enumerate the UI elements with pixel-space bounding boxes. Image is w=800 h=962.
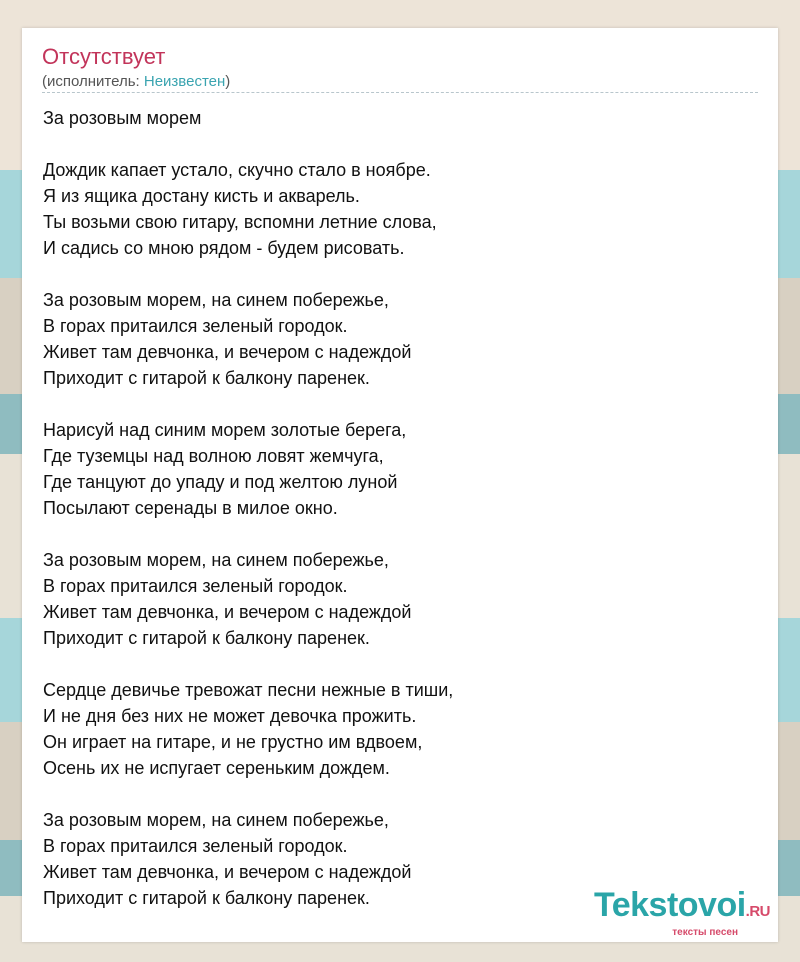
lyrics-stanza — [43, 157, 743, 261]
lyrics-line: В горах притаился зеленый городок. — [43, 316, 348, 336]
lyrics-line: Посылают серенады в милое окно. — [43, 498, 338, 518]
lyrics-line: Нарисуй над синим морем золотые берега, — [43, 420, 407, 440]
lyrics-card — [22, 28, 778, 942]
lyrics-line: Живет там девчонка, и вечером с надеждой — [43, 862, 412, 882]
artist-link[interactable]: Неизвестен — [143, 73, 226, 90]
lyrics-line: Где танцуют до упаду и под желтою луной — [43, 472, 398, 492]
logo-tld: .RU — [745, 903, 770, 920]
lyrics-stanza — [43, 105, 743, 131]
song-header — [42, 44, 758, 91]
lyrics-line: Приходит с гитарой к балкону паренек. — [43, 368, 370, 388]
lyrics-line: Где туземцы над волною ловят жемчуга, — [43, 446, 384, 466]
lyrics-line: За розовым морем, на синем побережье, — [43, 550, 389, 570]
lyrics-text — [43, 105, 743, 937]
lyrics-line: Живет там девчонка, и вечером с надеждой — [43, 342, 412, 362]
lyrics-line: Дождик капает устало, скучно стало в ноябре. — [43, 160, 431, 180]
logo-wordmark — [594, 888, 770, 929]
lyrics-line: И не дня без них не может девочка прожить. — [43, 706, 417, 726]
site-logo[interactable] — [594, 888, 770, 938]
artist-prefix: (исполнитель: — [42, 73, 144, 90]
lyrics-line: За розовым морем, на синем побережье, — [43, 290, 389, 310]
lyrics-line: Он играет на гитаре, и не грустно им вдвоем, — [43, 732, 423, 752]
lyrics-stanza — [43, 287, 743, 391]
lyrics-line: Сердце девичье тревожат песни нежные в тиши, — [43, 680, 454, 700]
lyrics-line: Приходит с гитарой к балкону паренек. — [43, 628, 370, 648]
lyrics-line: В горах притаился зеленый городок. — [43, 836, 348, 856]
lyrics-line: Живет там девчонка, и вечером с надеждой — [43, 602, 412, 622]
header-divider — [42, 92, 758, 93]
lyrics-line: В горах притаился зеленый городок. — [43, 576, 348, 596]
lyrics-line: За розовым морем — [43, 108, 202, 128]
logo-tagline: тексты песен — [672, 927, 738, 938]
lyrics-line: Осень их не испугает сереньким дождем. — [43, 758, 390, 778]
lyrics-line: И садись со мною рядом - будем рисовать. — [43, 238, 405, 258]
lyrics-stanza — [43, 417, 743, 521]
artist-suffix: ) — [225, 73, 231, 90]
lyrics-stanza — [43, 547, 743, 651]
lyrics-stanza — [43, 677, 743, 781]
song-title: Отсутствует — [42, 44, 166, 69]
logo-main-text: Tekstovoi — [593, 886, 746, 924]
lyrics-line: За розовым морем, на синем побережье, — [43, 810, 389, 830]
lyrics-line: Ты возьми свою гитару, вспомни летние слова, — [43, 212, 437, 232]
lyrics-line: Я из ящика достану кисть и акварель. — [43, 186, 360, 206]
artist-line — [42, 73, 758, 91]
lyrics-line: Приходит с гитарой к балкону паренек. — [43, 888, 370, 908]
